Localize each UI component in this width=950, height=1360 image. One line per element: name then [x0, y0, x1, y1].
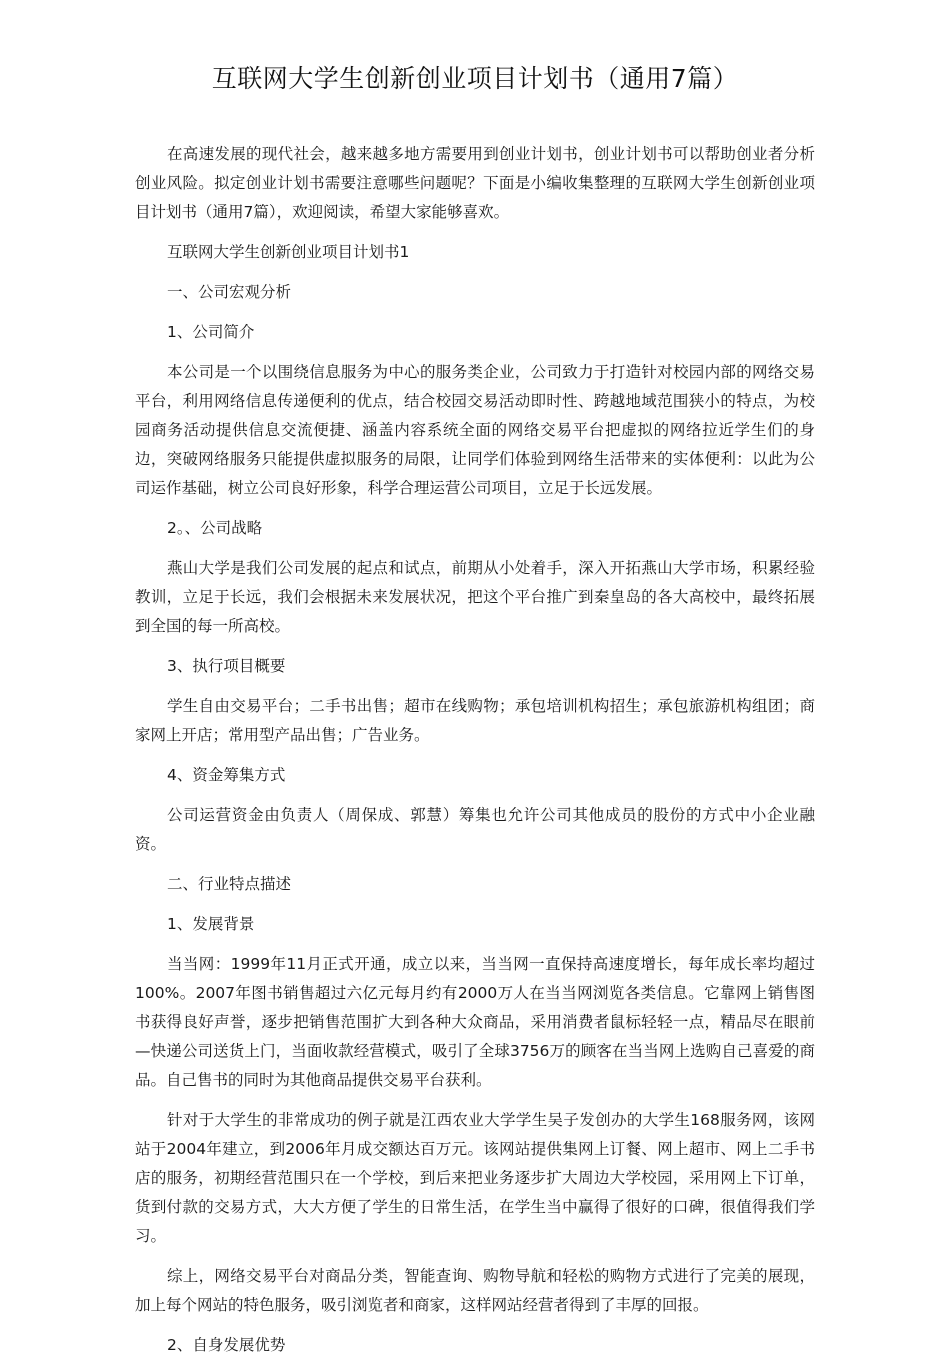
heading-industry: 二、行业特点描述 — [167, 875, 292, 893]
heading-advantages: 2、自身发展优势 — [167, 1336, 286, 1354]
heading-macro-analysis: 一、公司宏观分析 — [167, 283, 292, 301]
heading-background: 1、发展背景 — [167, 915, 255, 933]
paragraph-company-strategy: 燕山大学是我们公司发展的起点和试点，前期从小处着手，深入开拓燕山大学市场，积累经验教训，立足于长远，我们会根据未来发展状况，把这个平台推广到秦皇岛的各大高校中，最终拓展到全国的每一所高校。 — [135, 559, 815, 635]
paragraph-dangdang: 当当网：1999年11月正式开通，成立以来，当当网一直保持高速度增长，每年成长率均超过100%。2007年图书销售超过六亿元每月约有2000万人在当当网浏览各类信息。它靠网上销售图书获得良好声誉，逐步把销售范围扩大到各种大众商品，采用消费者鼠标轻轻一点，精品尽在眼前—快递公司送货上门，当面收款经营模式，吸引了全球3756万的顾客在当当网上选购自己喜爱的商品。自己售书的同时为其他商品提供交易平台获利。 — [135, 955, 815, 1089]
paragraph-summary: 综上，网络交易平台对商品分类，智能查询、购物导航和轻松的购物方式进行了完美的展现，加上每个网站的特色服务，吸引浏览者和商家，这样网站经营者得到了丰厚的回报。 — [135, 1267, 815, 1314]
paragraph-student-example: 针对于大学生的非常成功的例子就是江西农业大学学生吴子发创办的大学生168服务网，该网站于2004年建立，到2006年月成交额达百万元。该网站提供集网上订餐、网上超市、网上二手书店的服务，初期经营范围只在一个学校，到后来把业务逐步扩大周边大学校园，采用网上下订单，货到付款的交易方式，大大方便了学生的日常生活，在学生当中赢得了很好的口碑，很值得我们学习。 — [135, 1111, 815, 1245]
document-body — [135, 140, 815, 1360]
paragraph-company-intro: 本公司是一个以围绕信息服务为中心的服务类企业，公司致力于打造针对校园内部的网络交易平台，利用网络信息传递便利的优点，结合校园交易活动即时性、跨越地域范围狭小的特点，为校园商务活动提供信息交流便捷、涵盖内容系统全面的网络交易平台把虚拟的网络拉近学生们的身边，突破网络服务只能提供虚拟服务的局限，让同学们体验到网络生活带来的实体便利：以此为公司运作基础，树立公司良好形象，科学合理运营公司项目，立足于长远发展。 — [135, 363, 815, 497]
document-title: 互联网大学生创新创业项目计划书（通用7篇） — [211, 64, 739, 93]
section-title: 互联网大学生创新创业项目计划书1 — [167, 243, 410, 261]
heading-company-strategy: 2。、公司战略 — [167, 519, 263, 537]
paragraph-funding: 公司运营资金由负责人（周保成、郭慧）筹集也允许公司其他成员的股份的方式中小企业融资。 — [135, 806, 815, 853]
heading-project-summary: 3、执行项目概要 — [167, 657, 286, 675]
paragraph-project-summary: 学生自由交易平台；二手书出售；超市在线购物；承包培训机构招生；承包旅游机构组团；商家网上开店；常用型产品出售；广告业务。 — [135, 697, 815, 744]
intro-paragraph: 在高速发展的现代社会，越来越多地方需要用到创业计划书，创业计划书可以帮助创业者分析创业风险。拟定创业计划书需要注意哪些问题呢？下面是小编收集整理的互联网大学生创新创业项目计划书（通用7篇），欢迎阅读，希望大家能够喜欢。 — [135, 145, 815, 221]
heading-company-intro: 1、公司简介 — [167, 323, 255, 341]
heading-funding: 4、资金筹集方式 — [167, 766, 286, 784]
